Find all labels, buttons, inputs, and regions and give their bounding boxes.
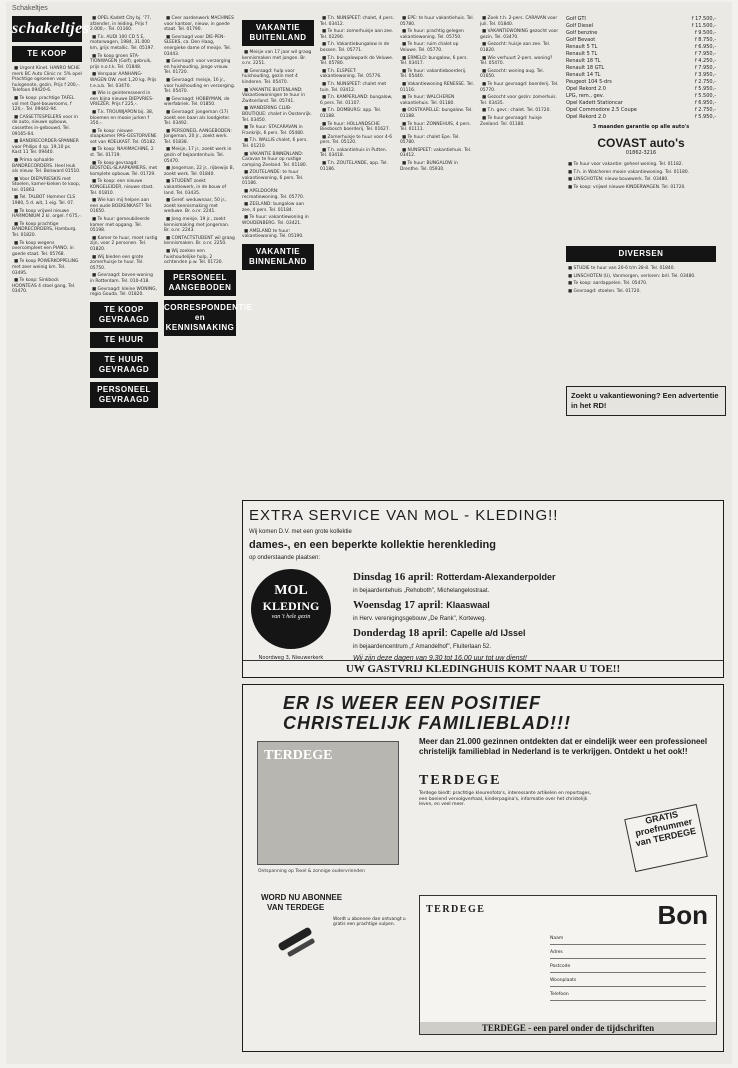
zoekt-vakantiewoning-ad: Zoekt u vakantiewoning? Een advertentie in het RD! <box>566 386 726 416</box>
classified-ad: ■ Zomerhuisje te huur voor 4-6 pers. Tel. 05120. <box>320 134 393 146</box>
form-field-name[interactable]: Naam <box>550 936 706 945</box>
car-list-footnote: 3 maanden garantie op alle auto's <box>592 124 690 130</box>
classified-ad: ■ Te huur: vakantiewoning in WOUDENBERG. Tel. 03421. <box>242 215 309 227</box>
coupon-footer: TERDEGE - een parel onder de tijdschriften <box>420 1022 716 1034</box>
column-2-ads <box>90 16 158 298</box>
car-price: f 5.500,- <box>694 93 716 99</box>
classified-ad: ■ Te huur: prachtig gelegen vakantiewoning. Tel. 05750. <box>400 29 464 40</box>
classified-ad: ■ CONTACTSTUDENT wil graag kennismaken. Br. o.nr. 2250. <box>164 235 235 247</box>
classified-ad: ■ Gevraagd: kleine WONING, regio Gouda. Tel. 01820. <box>90 286 157 298</box>
classified-ad: ■ Gevraagd: voor verzorging en huishouding, jonge vrouw. Tel. 01720. <box>164 59 231 76</box>
classified-ad: ■ OOSTKAPELLE: bungalow. Tel. 01188. <box>400 108 473 119</box>
classified-ad: ■ Gezocht voor gezin: zomerhuis. Tel. 03435. <box>480 95 557 106</box>
date-line: Woensdag 17 april: Klaaswaal in Herv. verenigingsgebouw „De Rank", Korteweg. <box>353 599 490 622</box>
pen-icon <box>273 917 317 961</box>
car-name: Golf Bevaot <box>566 37 596 43</box>
car-list-row <box>566 114 716 121</box>
column-3-ads <box>164 16 236 266</box>
badge-kleding: KLEDING <box>262 599 320 613</box>
car-name: Opel Rekord 2.0 <box>566 114 606 120</box>
classified-ad: ■ T.h. KAMPERLAND: bungalow, 6 pers. Tel. 01107. <box>320 95 393 106</box>
classified-ad: ■ AMELAND te huur: vakantiewoning. Tel. 05190. <box>242 228 304 240</box>
classified-ad: ■ T.h. vakantiehuis in Putten. Tel. 03418. <box>320 147 388 159</box>
word-abonnee: WORD NU ABONNEE <box>261 893 343 902</box>
terdege-ad <box>242 684 724 1052</box>
section-personeel-gevraagd: PERSONEEL GEVRAAGD <box>90 382 158 408</box>
van-terdege: VAN TERDEGE <box>267 903 325 912</box>
badge-mol: MOL <box>274 583 308 598</box>
section-correspondentie: CORRESPONDENTIE en KENNISMAKING <box>164 300 236 336</box>
car-list-ad <box>566 16 716 366</box>
mol-kleding-ad <box>242 500 724 678</box>
classified-ad: ■ T.h. Vakantiebungalow in de bossen. Tel. 05771. <box>320 42 390 53</box>
classified-ad: ■ Meisje van 17 jaar wil graag kennismaken met jongen. Br. o.nr. 2251. <box>242 50 312 67</box>
pen-promo-text: Wordt u abonnee dan ontvangt u gratis een prachtige vulpen. <box>333 917 406 928</box>
classified-ad: ■ Te huur: ZONNEHUIS, 4 pers. Tel. 01111. <box>400 121 471 133</box>
ad-title: EXTRA SERVICE VAN MOL - KLEDING!! <box>249 507 559 524</box>
classified-ad: ■ Gevraagd: hulp voor huishouding, gezin met 4 kinderen. Tel. 05470. <box>242 68 298 85</box>
classified-ad: ■ Te huur: gemeubileerde kamer met opgang. Tel. 05198. <box>90 217 150 234</box>
classified-ad: ■ Voor DIEPVRIESKIS met Stoelen, kamer-kieken te koop, tel. 01863. <box>12 176 81 193</box>
car-price: f 7.950,- <box>694 65 716 71</box>
column-6-ads <box>400 16 474 172</box>
classified-ad: ■ Wij bieden een grote zomerhuisje te huur. Tel. 05750. <box>90 254 144 271</box>
classified-ad: ■ T.h. WALLIS chalet, 6 pers. Tel. 01210. <box>242 138 308 149</box>
car-price: f 4.250,- <box>694 58 716 64</box>
section-diversen: DIVERSEN <box>566 246 716 262</box>
classified-ad: ■ Meisje, 17 jr., zoekt werk in gezin of bejaardenhuis. Tel. 05470. <box>164 147 232 164</box>
car-list-row <box>566 44 716 51</box>
classified-ad: ■ VAKANTIEWONING gezocht voor gezin. Tel. 03470. <box>480 29 559 40</box>
column-7 <box>480 16 560 516</box>
column-7-ads <box>480 16 560 127</box>
car-name: Renault 18 GTL <box>566 65 605 71</box>
classified-ad: ■ NUNSPEET: vakantiehuis. Tel. 03412. <box>400 147 472 159</box>
car-list-row <box>566 58 716 65</box>
column-diversen <box>566 266 716 366</box>
classified-ad: ■ OPEL Kadett City bj. '77, afzender, in leiding, Prijs f 2.000,-. Tel. 01160. <box>90 16 152 33</box>
car-name: Renault 18 TL <box>566 58 601 64</box>
car-price: f 11.500,- <box>691 23 716 29</box>
subscription-coupon <box>419 895 717 1035</box>
car-list-row <box>566 86 716 93</box>
car-name: Opel Commodore 2.5 Coupe <box>566 107 637 113</box>
masthead: Schakeltjes <box>12 5 48 12</box>
classified-ad: ■ T.h. NUNSPEET: chalet met tuin. Tel. 03412. <box>320 81 387 93</box>
classified-ad: ■ WANDERING CLUB-BOUTIQUE: chalet in Oostenrijk. Tel. 03450. <box>242 106 313 123</box>
classified-ad: ■ Ceer aardenwerk MACHINES voor kantoor, nieuw, in goede staat. Tel. 01790. <box>164 16 234 33</box>
classified-ad: ■ Wij zoeken een huishoudelijke hulp, 2 ochtenden p.w. Tel. 01720. <box>164 248 223 266</box>
classified-ad: ■ Te huur: BUNGALOW in Drenthe. Tel. 05930. <box>400 161 458 172</box>
classified-ad: ■ T.h. ELSPEET: vakantiewoning. Tel. 05776. <box>320 68 382 80</box>
date-list <box>353 571 713 662</box>
classified-ad: ■ ERMELO: bungalow, 6 pers. Tel. 03417. <box>400 55 468 67</box>
terdege-headline-2: CHRISTELIJK FAMILIEBLAD!!! <box>283 713 571 733</box>
car-list-row <box>566 30 716 37</box>
car-name: Golf benzine <box>566 30 598 36</box>
classified-ad: ■ EPE: te huur vakantiehuis. Tel. 05780. <box>400 16 474 27</box>
car-name: Golf GTI <box>566 16 586 22</box>
classified-ad: ■ STUDIE te huur van 20-6 t/m 28-8. Tel. 01840. <box>568 266 675 271</box>
badge-address: Noordweg 3, Nieuwerkerk <box>258 655 324 661</box>
classified-ad: ■ PERSONEEL AANGEBODEN: Jongeman, 20 jr., zoekt werk. Tel. 01838. <box>164 128 232 145</box>
classified-ad: ■ Te huur: vakantieboerderij. Tel. 05440. <box>400 68 467 80</box>
car-price: f 3.950,- <box>694 72 716 78</box>
column-3 <box>164 16 253 516</box>
classified-ad: ■ T.h. gevr.: chalet. Tel. 01720. <box>482 108 551 114</box>
classified-ad: ■ Gevraagd: jongeman (17) zoekt een baan als loodgieter. Tel. 03492. <box>164 109 231 127</box>
classified-ad: ■ Te koop prachtige BANDRECORDERS, Hamburg. Tel. 01820. <box>12 221 77 239</box>
classified-ad: ■ Te huur gevraagd: huisje Zeeland. Tel. 01180. <box>480 115 542 127</box>
car-price: f 5.950,- <box>694 114 716 120</box>
classified-ad: ■ Gevraagd: meisje, 16 jr., voor huishouding en verzorging. Tel. 05470. <box>164 77 236 95</box>
classified-ad: ■ Te koop vrijwel nieuwe HARMONIUM 2 kl. orgel. f 675,-. <box>12 208 82 220</box>
mol-kleding-logo <box>251 569 331 661</box>
classified-ad: ■ Wie kan mij helpen aan een oude BOEKENKAST? Tel. 01650. <box>90 198 153 215</box>
schakeltjes-logo: schakeltjes <box>12 16 82 42</box>
opening-note: Wij zijn deze dagen van 9.30 tot 16.00 uur tot uw dienst! <box>353 655 527 662</box>
classified-ad: ■ Te koop: een nieuwe KONGELEIDER, nieuwe staat. Tel. 01810. <box>90 179 154 196</box>
classified-ad: ■ Wie verhuurt 2-pers. woning? Tel. 05470. <box>480 55 553 67</box>
classified-ad: ■ Te huur: ruim chalet op Veluwe. Tel. 05770. <box>400 42 459 53</box>
classified-ad: ■ Verspaar AANHANG-WAGEN OW. met 1,20 kg. Prijs t.e.a.b. Tel. 03470. <box>90 72 157 89</box>
classified-ad: ■ CASSETTESPELERS voor in de auto, nieuwe opbouw, cassettes in-gebouwd, Tel. 09165-64. <box>12 114 78 137</box>
car-price: f 17.500,- <box>691 16 716 22</box>
classified-ad: ■ Te koop groen STA-TIONWAGEN (Golf), gebruik, prijs n.o.t.k. Tel. 01848. <box>90 53 152 70</box>
column-5-ads <box>320 16 394 172</box>
classified-ad: ■ Jongeman, 22 jr., rijbewijs B, zoekt werk. Tel. 01840. <box>164 166 234 177</box>
car-list-row <box>566 51 716 58</box>
classified-ad: ■ Gevraagd: stoelen. Tel. 01720. <box>568 288 641 294</box>
car-list-row <box>566 37 716 44</box>
terdege-subtext: Meer dan 21.000 gezinnen ontdekten dat er eindelijk weer een professioneel christelijk familieblad in Nederland is te verkrijgen. Ontdekt u het ook!! <box>419 737 708 756</box>
classified-ad: ■ Gezocht: woning aug. Tel. 01650. <box>480 68 544 80</box>
classified-ad: ■ Prima ophaalde BANDRECORDERS. Heel leuk als nieuw. Tel. Bolsward 01510. <box>12 157 81 175</box>
classified-ad: ■ T.h. DOMBURG: app. Tel. 01188. <box>320 108 382 119</box>
classified-ad: ■ LINSCHOTEN: nieuw bouwwerk. Tel. 03480. <box>568 177 669 183</box>
classified-ad: ■ Wie is geinteresseerd in een bijna nieuwe DIEPVRIES-VRIEZER. Prijs f 225,-. <box>90 91 154 108</box>
terdege-headline-1: ER IS WEER EEN POSITIEF <box>283 693 542 713</box>
classified-ad: ■ Te huur: chalet Epe. Tel. 05780. <box>400 134 460 146</box>
classified-ad: ■ Gevraagd voor DIE-PEN-SLEEKS, ca. Den Haag, energieke dame of meisje. Tel. 03443. <box>164 34 232 57</box>
classified-ad: ■ Te huur: STACARAVAN in Frankrijk, 6 pers. Tel. 05480. <box>242 125 305 136</box>
section-personeel-aangeboden: PERSONEEL AANGEBODEN <box>164 270 236 296</box>
column-8 <box>566 162 716 242</box>
car-price: f 2.750,- <box>694 79 716 85</box>
car-list-row <box>566 16 716 23</box>
classified-ad: ■ Te koop: NAAIMACHINE, 2 st. Tel. 01719. <box>90 147 154 159</box>
column-1 <box>12 16 90 516</box>
car-price: f 9.500,- <box>694 30 716 36</box>
classified-ad: ■ APELDOORN: recreatiewoning. Tel. 05770. <box>242 189 305 200</box>
classified-ad: ■ Te huur gevraagd: boerderij. Tel. 05770. <box>480 81 559 93</box>
classified-ad: ■ Jong meisje, 19 jr., zoekt kennismaking met jongeman. Br. o.nr. 2243. <box>164 217 230 234</box>
car-name: Opel Rekord 2.0 <box>566 86 606 92</box>
car-price: f 8.750,- <box>694 37 716 43</box>
section-vakantie-buitenland: VAKANTIE BUITENLAND <box>242 20 314 46</box>
column-2 <box>90 16 158 516</box>
car-list-row <box>566 72 716 79</box>
car-price: f 5.950,- <box>694 86 716 92</box>
classified-ad: ■ Te huur: WALCHEREN vakantiehuis. Tel. 01180. <box>400 95 455 106</box>
section-te-huur-gevraagd: TE HUUR GEVRAAGD <box>90 352 158 378</box>
classified-ad: ■ BANDRECORDER-SPANNER voor Philips 4 sp. 19,10 ps. Kast 11 Tel. 09440. <box>12 139 79 156</box>
magazine-caption: Ontspanning op Texel & zonnige oudervrienden <box>258 869 365 874</box>
classified-ad: ■ STUDENT zoekt vakantiewerk, in de bouw of land. Tel. 03435. <box>164 179 227 196</box>
classified-ad: ■ Zoek t.h. 2-pers. CARAVAN voor juli. Tel. 01840. <box>480 16 558 27</box>
section-vakantie-binnenland: VAKANTIE BINNENLAND <box>242 244 314 270</box>
car-price: f 6.950,- <box>694 100 716 106</box>
classified-ad: ■ Urgent Kinet. HANRO NCHE merk BC Auto Clinic nr. 5% opel Prachtige ogroenen voor huisgenote, gezin, Prijs f 200,-. Telefoon 09420-6. <box>12 66 82 94</box>
car-name: Golf Diesel <box>566 23 594 29</box>
column-6 <box>400 16 474 516</box>
ad-footer: UW GASTVRIJ KLEDINGHUIS KOMT NAAR U TOE!! <box>243 660 723 677</box>
classified-ad: ■ LINSCHOTEN (U), Vanmorgen, verloren: bril. Tel. 03480. <box>568 273 696 279</box>
classified-ad: ■ Gevraagd: HOBBYMAN, de wierfabriek. Tel. 01850. <box>164 96 230 108</box>
form-field-city[interactable]: Woonplaats <box>550 978 706 987</box>
car-name: Opel Kadett Stationcar <box>566 100 623 106</box>
car-price: f 6.950,- <box>694 44 716 50</box>
car-list <box>566 16 716 121</box>
car-name: LPG, rem., gev. <box>566 93 604 99</box>
ad-headline: dames-, en een beperkte kollektie herenkleding <box>249 539 496 551</box>
ad-intro: Wij komen D.V. met een grote kollektie <box>249 529 352 535</box>
section-te-koop-gevraagd: TE KOOP GEVRAAGD <box>90 302 158 328</box>
classified-ad: ■ T.h. ZOUTELANDE, app. Tel. 01186. <box>320 161 388 172</box>
car-name: Renault 14 TL <box>566 72 601 78</box>
car-price: f 7.950,- <box>694 51 716 57</box>
coupon-logo: TERDEGE <box>426 904 486 915</box>
classified-ad: ■ T.k. TROUWJAPON bij. 38, bloemen en mooie jurken f 350,-. <box>90 109 154 127</box>
classified-ad: ■ Te koop: Sinkbock HOONTEAS 4 stoel gang, Tel. 03470. <box>12 278 76 295</box>
gratis-stamp: GRATIS proefnummer van TERDEGE <box>624 804 708 872</box>
form-field-postcode[interactable]: Postcode <box>550 964 706 973</box>
classified-ad: ■ Gezocht: huisje aan zee. Tel. 01820. <box>480 42 551 53</box>
classified-ad: ■ Te huur: zomerhuisje aan zee. Tel. 02290. <box>320 29 394 40</box>
classified-ad: ■ ZEELAND: bungalow aan zee, 4 pers. Tel. 01184. <box>242 202 305 213</box>
column-1-ads <box>12 66 82 295</box>
classified-ad: ■ Tel. TALBOT Hommer CLS 1980, 5 d. wit, 1 eig. Tel. 07. <box>12 195 76 207</box>
date-line: Donderdag 18 april: Capelle a/d IJssel in bejaardencentrum „t' Amandelhof", Fluiterlaan 52. <box>353 627 526 650</box>
car-name: Renault 5 TL <box>566 44 598 50</box>
ad-intro-2: op onderstaande plaatsen: <box>249 555 321 561</box>
newspaper-page <box>6 2 732 1064</box>
car-list-row <box>566 79 716 86</box>
car-name: Peugeot 104 5-drs <box>566 79 612 85</box>
car-name: Renault 5 TL <box>566 51 598 57</box>
classified-ad: ■ Geref. weduwnaar, 50 jr., zoekt kennismaking met weduwe. Br. o.nr. 2241. <box>164 198 227 215</box>
form-field-phone[interactable]: Telefoon <box>550 992 706 1001</box>
classified-ad: ■ Te koop: vrijwel nieuwe KINDERWAGEN. Tel. 01720. <box>568 184 686 190</box>
classified-ad: ■ Vakantiewoning RENESSE. Tel. 01116. <box>400 81 474 93</box>
classified-ad: ■ VAKANTIE BINNENLAND: Caravan te huur op rustige camping Zeeland. Tel. 01180. <box>242 151 308 168</box>
car-list-row <box>566 65 716 72</box>
diversen-ads <box>566 266 716 294</box>
classified-ad: ■ Te huur voor vakantie: geheel woning. Tel. 01182. <box>568 162 683 167</box>
classified-ad: ■ Kamer te huur, moet rustig zijn, voor 2 personen. Tel. 01820. <box>90 235 158 252</box>
classified-ad: ■ Te koop: aardappelen. Tel. 05470. <box>568 281 648 287</box>
classified-ad: ■ T.h. in Walcheren mooie vakantiewoning. Tel. 01180. <box>568 169 690 175</box>
classified-ad: ■ Te koop wegens overcompleet een PIANO, in goede staat. Tel. 05768. <box>12 240 74 257</box>
classified-ad: ■ Gevraagd: boven-woning in Rotterdam. Tel. 010-418. <box>90 273 153 284</box>
classified-ad: ■ T.k. AUDI 100 CD 5 E, motorwagen, 1984, 31.000 km, grijs metallic. Tel. 05197. <box>90 34 155 51</box>
car-list-row <box>566 23 716 30</box>
date-line: Dinsdag 16 april: Rotterdam-Alexanderpolder in bejaardentehuis „Rehoboth", Michelangelostraat. <box>353 571 556 594</box>
car-list-row <box>566 100 716 107</box>
car-list-row <box>566 93 716 100</box>
classified-ad: ■ T.h. bungalowpark de Veluwe. Tel. 05780. <box>320 55 394 67</box>
terdege-logo: TERDEGE <box>419 773 502 788</box>
classified-ad: ■ Te koop: prachtige TAFEL vol met Opel-bouwrooms, f 120,-. Tel. 09442-94. <box>12 95 75 113</box>
section-te-koop: TE KOOP <box>12 46 82 62</box>
classified-ad: ■ Te huur: HOLLANDSCHE Biesbosch boerderij. Tel. 01627. <box>320 121 391 133</box>
car-price: f 2.750,- <box>694 107 716 113</box>
dealer-name: COVAST auto's <box>597 136 685 150</box>
classified-ad: ■ T.h. NUNSPEET: chalet, 4 pers. Tel. 03412. <box>320 16 394 27</box>
form-field-address[interactable]: Adres <box>550 950 706 959</box>
classified-ad: ■ VAKANTIE BUITENLAND: Vakantiewoningen te huur in Zwitserland. Tel. 05741. <box>242 87 306 104</box>
car-list-row <box>566 107 716 114</box>
badge-tagline: van 't hele gezin <box>271 614 311 620</box>
dealer-phone: 01862-3216 <box>625 150 657 156</box>
magazine-logo: TERDEGE <box>264 748 333 763</box>
classified-ad: ■ ZOUTELANDE: te huur vakantiewoning, 6 pers. Tel. 01186. <box>242 170 304 187</box>
column-8-ads <box>566 162 716 190</box>
section-te-huur: TE HUUR <box>90 332 158 348</box>
classified-ad: ■ Te koop POWERKOPPELING met zeer weinig km. Tel. 03495. <box>12 259 79 276</box>
column-4-ads <box>242 50 314 240</box>
magazine-cover-image <box>257 741 399 874</box>
column-5 <box>320 16 394 516</box>
terdege-body: Terdege biedt: prachtige kleurenfoto's, interessante artikelen en reportages, een boeiend vervolgverhaal, kinderpagina's, informatie over het christelijk leven, en veel meer. <box>419 791 592 808</box>
coupon-bon-label: Bon <box>657 900 708 930</box>
classified-ad: ■ Te koop: nieuwe slaapkamer PAS-GESTORVENE set van KOELKAST. Tel. 05182. <box>90 128 157 145</box>
column-4 <box>242 16 314 516</box>
classified-ad: ■ Te koop gevraagd: BIDSTOEL-SLAAPKAMERS, met komplete opbouw. Tel. 01729. <box>90 160 158 177</box>
